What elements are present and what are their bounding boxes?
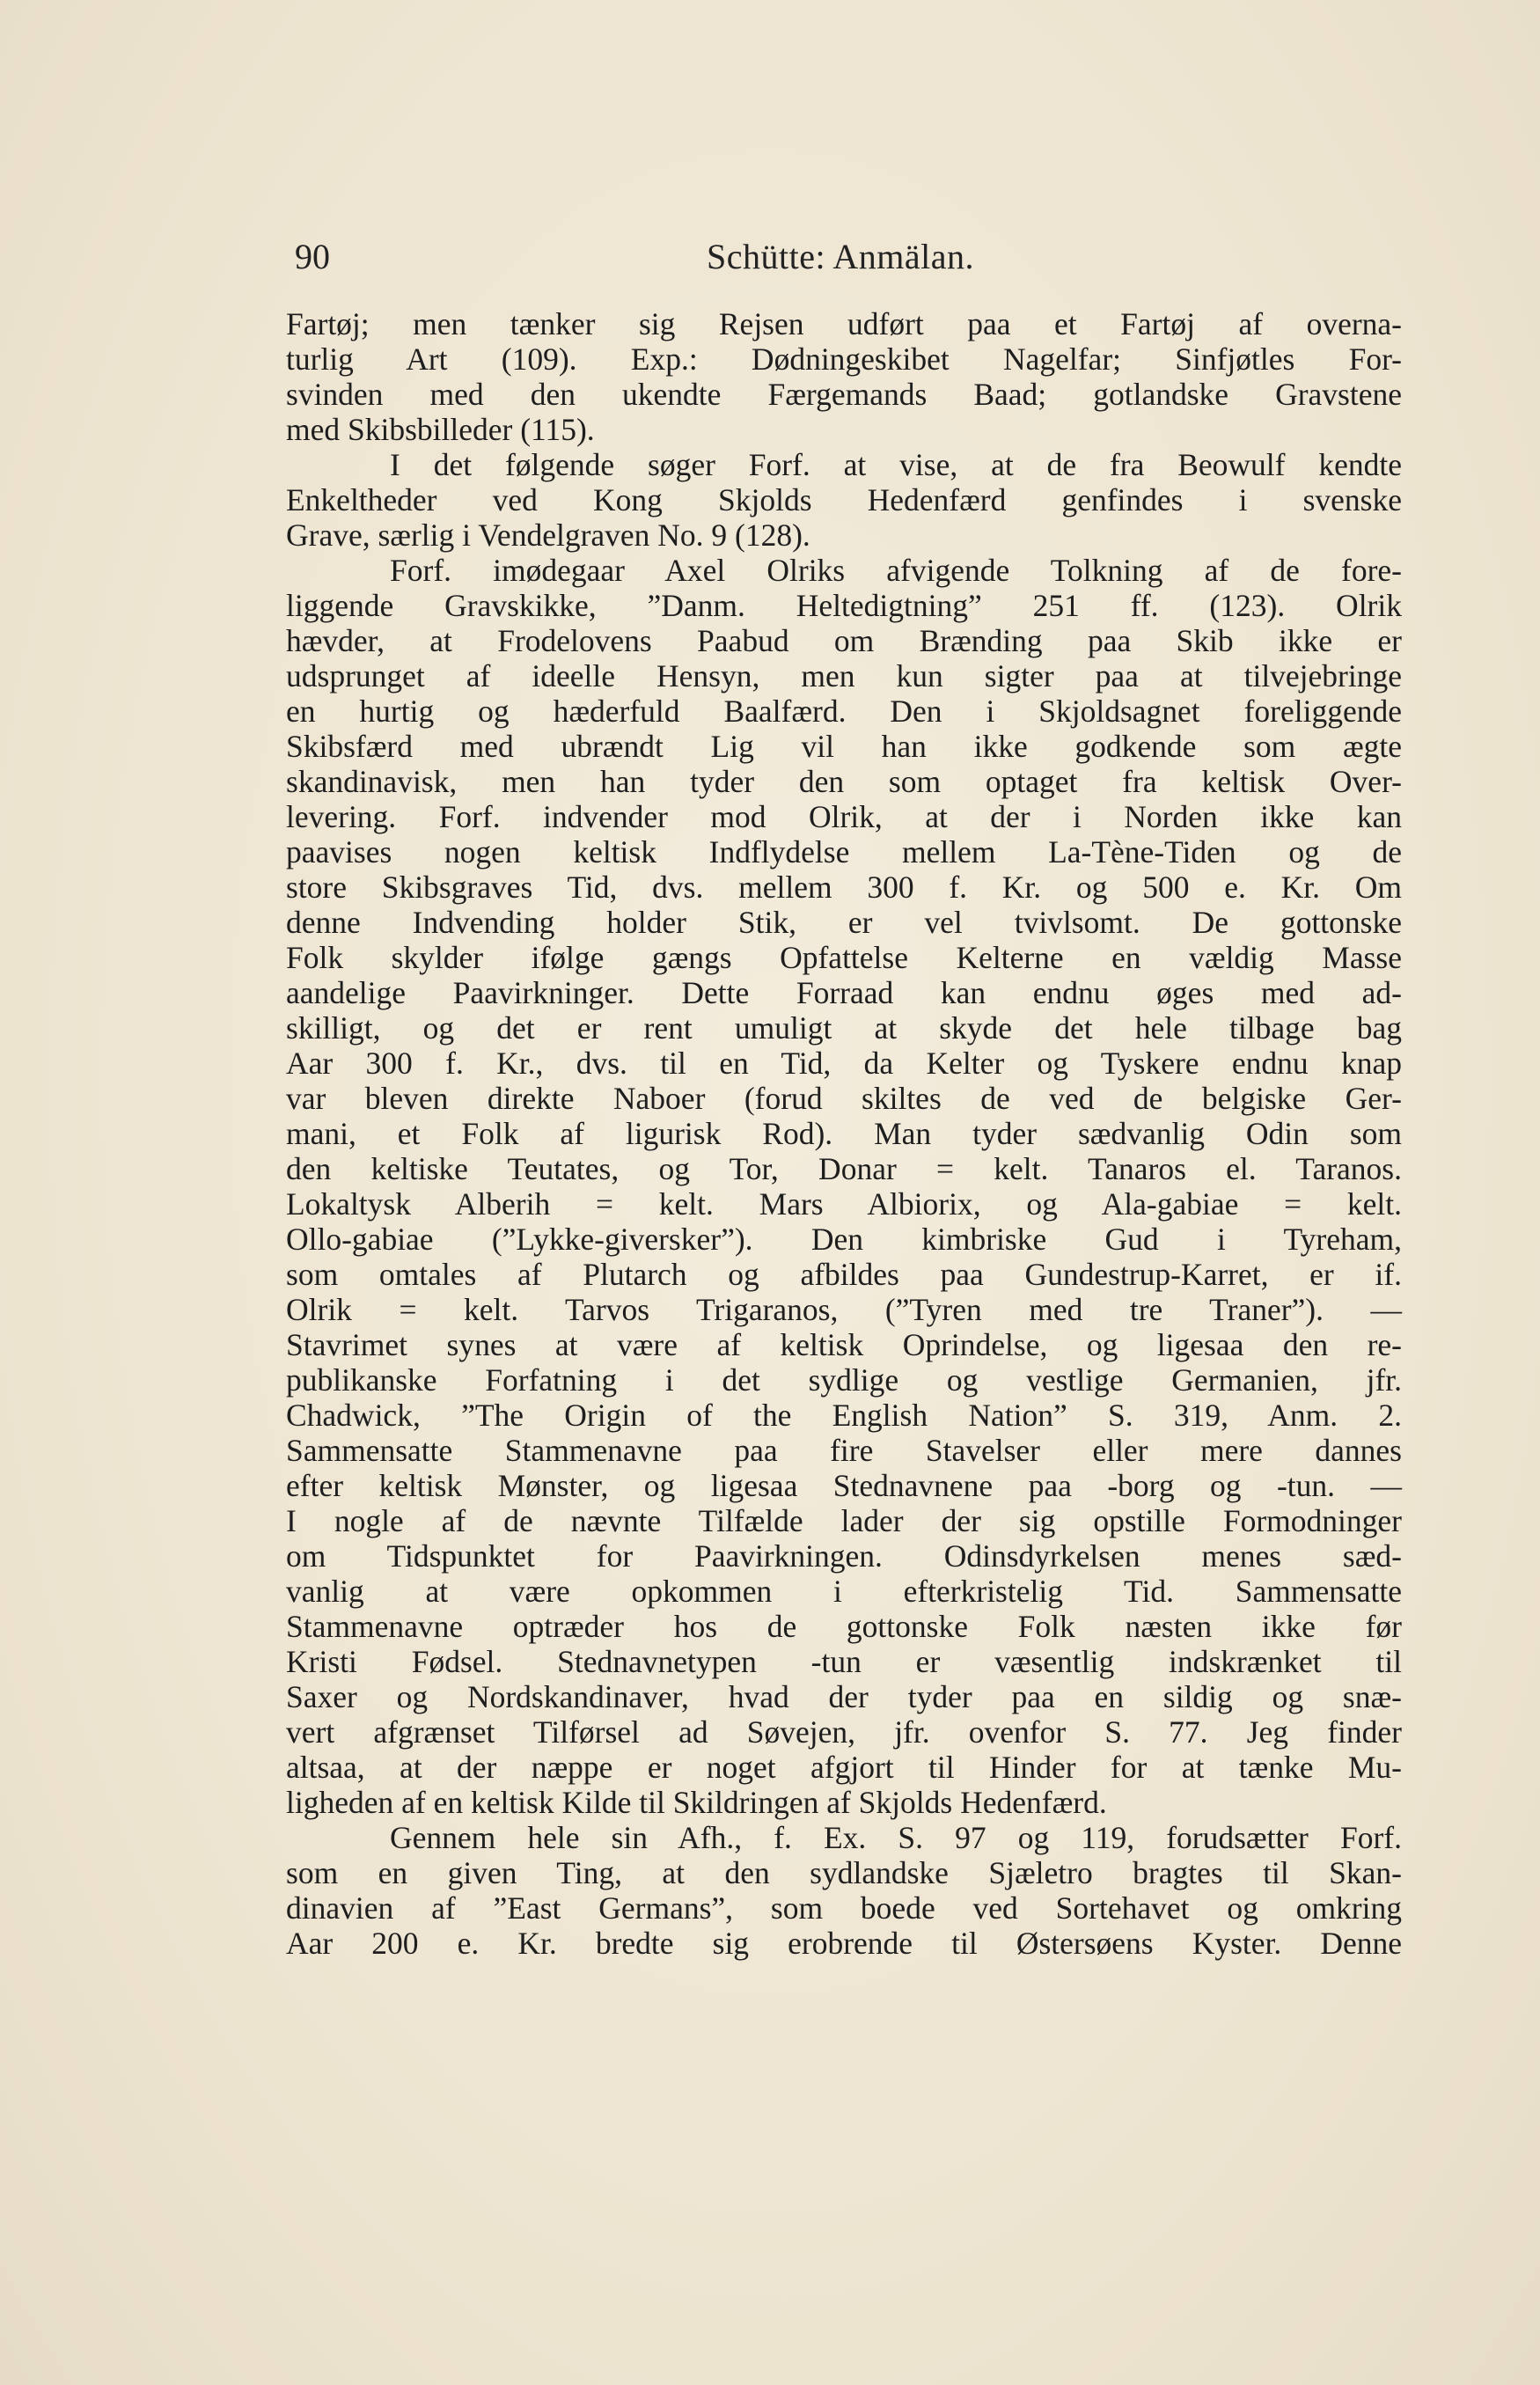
text-line: denne Indvending holder Stik, er vel tvivlsomt. De gottonske bbox=[286, 905, 1402, 940]
paragraph bbox=[286, 306, 1402, 447]
text-line: Ollo-gabiae (”Lykke-giversker”). Den kimbriske Gud i Tyreham, bbox=[286, 1222, 1402, 1257]
page-number: 90 bbox=[295, 237, 330, 276]
text-line: publikanske Forfatning i det sydlige og vestlige Germanien, jfr. bbox=[286, 1362, 1402, 1398]
text-line: Enkeltheder ved Kong Skjolds Hedenfærd genfindes i svenske bbox=[286, 482, 1402, 517]
text-line: Aar 300 f. Kr., dvs. til en Tid, da Kelter og Tyskere endnu knap bbox=[286, 1046, 1402, 1081]
text-line: Chadwick, ”The Origin of the English Nation” S. 319, Anm. 2. bbox=[286, 1398, 1402, 1433]
text-line: hævder, at Frodelovens Paabud om Brænding paa Skib ikke er bbox=[286, 623, 1402, 658]
text-line: efter keltisk Mønster, og ligesaa Stednavnene paa -borg og -tun. — bbox=[286, 1468, 1402, 1503]
text-line: store Skibsgraves Tid, dvs. mellem 300 f. Kr. og 500 e. Kr. Om bbox=[286, 870, 1402, 905]
text-line: Lokaltysk Alberih = kelt. Mars Albiorix, og Ala-gabiae = kelt. bbox=[286, 1186, 1402, 1222]
text-line: med Skibsbilleder (115). bbox=[286, 412, 595, 447]
text-line: Kristi Fødsel. Stednavnetypen -tun er væsentlig indskrænket til bbox=[286, 1644, 1402, 1679]
text-line: Aar 200 e. Kr. bredte sig erobrende til Østersøens Kyster. Denne bbox=[286, 1926, 1402, 1961]
text-line: vanlig at være opkommen i efterkristelig Tid. Sammensatte bbox=[286, 1574, 1402, 1609]
text-line: Stavrimet synes at være af keltisk Oprindelse, og ligesaa den re- bbox=[286, 1327, 1402, 1362]
text-line: vert afgrænset Tilførsel ad Søvejen, jfr. ovenfor S. 77. Jeg finder bbox=[286, 1714, 1402, 1750]
text-line: en hurtig og hæderfuld Baalfærd. Den i Skjoldsagnet foreliggende bbox=[286, 693, 1402, 729]
text-line: om Tidspunktet for Paavirkningen. Odinsdyrkelsen menes sæd- bbox=[286, 1538, 1402, 1574]
text-line: Gennem hele sin Afh., f. Ex. S. 97 og 119, forudsætter Forf. bbox=[390, 1820, 1402, 1855]
text-line: udsprunget af ideelle Hensyn, men kun sigter paa at tilvejebringe bbox=[286, 658, 1402, 693]
text-line: skilligt, og det er rent umuligt at skyde det hele tilbage bag bbox=[286, 1010, 1402, 1046]
text-line: Skibsfærd med ubrændt Lig vil han ikke godkende som ægte bbox=[286, 729, 1402, 764]
text-line: Olrik = kelt. Tarvos Trigaranos, (”Tyren med tre Traner”). — bbox=[286, 1292, 1402, 1327]
text-line: paavises nogen keltisk Indflydelse mellem La-Tène-Tiden og de bbox=[286, 834, 1402, 870]
text-line: I det følgende søger Forf. at vise, at de fra Beowulf kendte bbox=[390, 447, 1402, 482]
text-line: I nogle af de nævnte Tilfælde lader der sig opstille Formodninger bbox=[286, 1503, 1402, 1538]
text-line: altsaa, at der næppe er noget afgjort til Hinder for at tænke Mu- bbox=[286, 1750, 1402, 1785]
text-line: Sammensatte Stammenavne paa fire Stavelser eller mere dannes bbox=[286, 1433, 1402, 1468]
text-line: mani, et Folk af ligurisk Rod). Man tyder sædvanlig Odin som bbox=[286, 1116, 1402, 1151]
text-line: Fartøj; men tænker sig Rejsen udført paa et Fartøj af overna- bbox=[286, 306, 1402, 341]
text-line: Grave, særlig i Vendelgraven No. 9 (128). bbox=[286, 517, 810, 553]
paragraph bbox=[286, 1820, 1402, 1961]
text-line: Forf. imødegaar Axel Olriks afvigende Tolkning af de fore- bbox=[390, 553, 1402, 588]
page-header bbox=[286, 236, 1395, 289]
text-line: Saxer og Nordskandinaver, hvad der tyder paa en sildig og snæ- bbox=[286, 1679, 1402, 1714]
paragraph bbox=[286, 447, 1402, 553]
paragraph bbox=[286, 553, 1402, 1820]
text-line: svinden med den ukendte Færgemands Baad; gotlandske Gravstene bbox=[286, 377, 1402, 412]
text-line: liggende Gravskikke, ”Danm. Heltedigtning” 251 ff. (123). Olrik bbox=[286, 588, 1402, 623]
body-text bbox=[286, 306, 1402, 1961]
text-line: Folk skylder ifølge gængs Opfattelse Kelterne en vældig Masse bbox=[286, 940, 1402, 975]
text-line: ligheden af en keltisk Kilde til Skildringen af Skjolds Hedenfærd. bbox=[286, 1785, 1107, 1820]
running-title: Schütte: Anmälan. bbox=[706, 237, 974, 276]
text-line: skandinavisk, men han tyder den som optaget fra keltisk Over- bbox=[286, 764, 1402, 799]
text-line: den keltiske Teutates, og Tor, Donar = kelt. Tanaros el. Taranos. bbox=[286, 1151, 1402, 1186]
text-line: levering. Forf. indvender mod Olrik, at der i Norden ikke kan bbox=[286, 799, 1402, 834]
text-line: turlig Art (109). Exp.: Dødningeskibet Nagelfar; Sinfjøtles For- bbox=[286, 341, 1402, 377]
text-line: som en given Ting, at den sydlandske Sjæletro bragtes til Skan- bbox=[286, 1855, 1402, 1890]
text-line: var bleven direkte Naboer (forud skiltes de ved de belgiske Ger- bbox=[286, 1081, 1402, 1116]
text-line: som omtales af Plutarch og afbildes paa Gundestrup-Karret, er if. bbox=[286, 1257, 1402, 1292]
text-line: dinavien af ”East Germans”, som boede ved Sortehavet og omkring bbox=[286, 1890, 1402, 1926]
text-line: Stammenavne optræder hos de gottonske Folk næsten ikke før bbox=[286, 1609, 1402, 1644]
text-line: aandelige Paavirkninger. Dette Forraad kan endnu øges med ad- bbox=[286, 975, 1402, 1010]
